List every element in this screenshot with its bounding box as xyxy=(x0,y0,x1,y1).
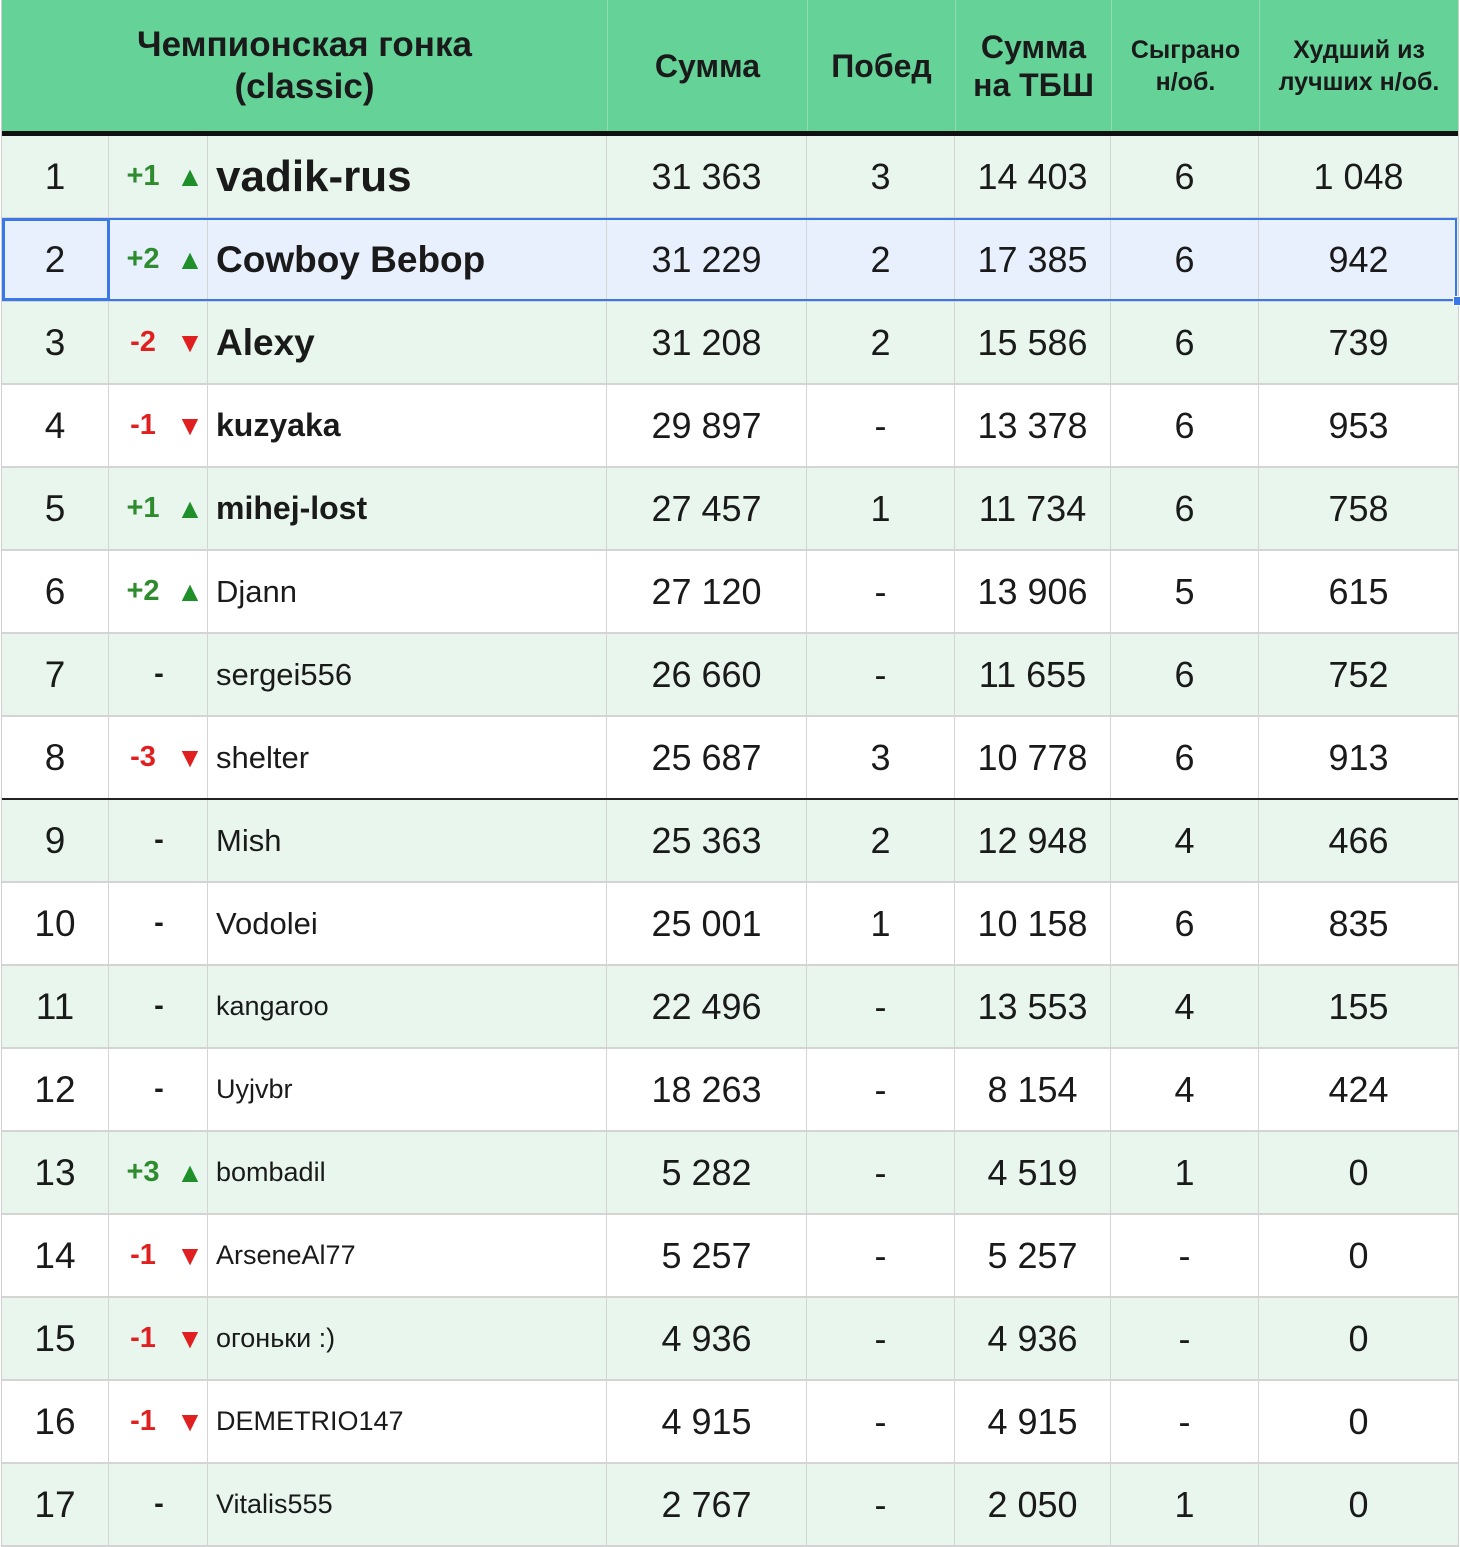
played-cell[interactable]: 1 xyxy=(1111,1132,1259,1213)
header-sum-tbsh-line1: Сумма xyxy=(980,28,1087,65)
change-cell[interactable] xyxy=(109,468,208,549)
header-title-line2: (classic) xyxy=(234,66,375,106)
change-value: - xyxy=(154,990,164,1022)
played-cell[interactable]: 6 xyxy=(1111,385,1259,466)
rank-cell[interactable]: 6 xyxy=(2,551,109,632)
header-wins[interactable] xyxy=(808,0,956,131)
change-value: +1 xyxy=(126,492,160,524)
change-cell[interactable] xyxy=(109,800,208,881)
change-cell[interactable] xyxy=(109,634,208,715)
header-played-line1: Сыграно xyxy=(1130,35,1241,64)
rank-cell[interactable]: 10 xyxy=(2,883,109,964)
wins-cell[interactable]: 3 xyxy=(807,136,955,217)
wins-cell[interactable]: - xyxy=(807,1381,955,1462)
change-value: +2 xyxy=(126,243,160,275)
sum-cell[interactable]: 18 263 xyxy=(607,1049,807,1130)
rank-cell[interactable]: 14 xyxy=(2,1215,109,1296)
arrow-down-icon: ▼ xyxy=(176,1239,204,1271)
change-cell[interactable] xyxy=(109,385,208,466)
table-row[interactable] xyxy=(2,966,1458,1049)
table-row[interactable] xyxy=(2,1049,1458,1132)
sum-cell[interactable]: 5 257 xyxy=(607,1215,807,1296)
wins-cell[interactable]: - xyxy=(807,551,955,632)
player-name[interactable]: kangaroo xyxy=(208,966,607,1047)
sum-cell[interactable]: 25 687 xyxy=(607,717,807,798)
worst-cell[interactable]: 0 xyxy=(1348,1483,1369,1525)
table-row[interactable] xyxy=(2,219,1458,302)
change-value: +3 xyxy=(126,1156,160,1188)
player-name[interactable]: mihej-lost xyxy=(208,468,607,549)
sum-cell[interactable]: 26 660 xyxy=(607,634,807,715)
sum-cell[interactable]: 25 001 xyxy=(607,883,807,964)
change-value: -1 xyxy=(130,1405,156,1437)
table-row[interactable] xyxy=(2,1381,1458,1464)
header-sum-tbsh[interactable] xyxy=(956,0,1112,131)
wins-cell[interactable]: 2 xyxy=(807,302,955,383)
played-cell[interactable]: 6 xyxy=(1111,634,1259,715)
wins-cell[interactable]: - xyxy=(807,634,955,715)
sum-cell[interactable]: 25 363 xyxy=(607,800,807,881)
wins-cell[interactable]: - xyxy=(807,1049,955,1130)
change-value: - xyxy=(154,824,164,856)
change-cell[interactable] xyxy=(109,551,208,632)
header-sum-label: Сумма xyxy=(654,47,761,84)
sum-tbsh-cell[interactable]: 4 936 xyxy=(955,1298,1111,1379)
rank-cell[interactable]: 13 xyxy=(2,1132,109,1213)
worst-cell[interactable]: 758 xyxy=(1328,487,1389,529)
player-name[interactable]: Mish xyxy=(208,800,607,881)
wins-cell[interactable]: 3 xyxy=(807,717,955,798)
change-cell[interactable] xyxy=(109,136,208,217)
played-cell[interactable]: - xyxy=(1111,1381,1259,1462)
rank-cell[interactable]: 2 xyxy=(2,219,109,300)
sum-cell[interactable]: 5 282 xyxy=(607,1132,807,1213)
change-value: - xyxy=(154,907,164,939)
change-cell[interactable] xyxy=(109,1298,208,1379)
table-row[interactable] xyxy=(2,1132,1458,1215)
change-value: -1 xyxy=(130,1322,156,1354)
change-value: +2 xyxy=(126,575,160,607)
arrow-up-icon: ▲ xyxy=(176,160,204,192)
rank-cell[interactable]: 7 xyxy=(2,634,109,715)
sum-cell[interactable]: 4 915 xyxy=(607,1381,807,1462)
player-name[interactable]: Alexy xyxy=(208,302,607,383)
header-title[interactable] xyxy=(2,0,608,131)
change-cell[interactable] xyxy=(109,1132,208,1213)
worst-cell[interactable]: 155 xyxy=(1328,985,1389,1027)
arrow-down-icon: ▼ xyxy=(176,409,204,441)
table-row[interactable] xyxy=(2,634,1458,717)
worst-cell[interactable]: 942 xyxy=(1328,238,1389,280)
change-value: - xyxy=(154,658,164,690)
player-name[interactable]: Vitalis555 xyxy=(208,1464,607,1545)
sum-cell[interactable]: 31 363 xyxy=(607,136,807,217)
played-cell[interactable]: 6 xyxy=(1111,468,1259,549)
change-value: -2 xyxy=(130,326,156,358)
played-cell[interactable]: 1 xyxy=(1111,1464,1259,1545)
worst-cell[interactable]: 913 xyxy=(1328,736,1389,778)
rank-cell[interactable]: 4 xyxy=(2,385,109,466)
sum-tbsh-cell[interactable]: 13 378 xyxy=(955,385,1111,466)
rank-cell[interactable]: 5 xyxy=(2,468,109,549)
player-name[interactable]: DEMETRIO147 xyxy=(208,1381,607,1462)
rank-cell[interactable]: 8 xyxy=(2,717,109,798)
change-value: -3 xyxy=(130,741,156,773)
change-cell[interactable] xyxy=(109,1381,208,1462)
wins-cell[interactable]: 1 xyxy=(807,468,955,549)
worst-cell[interactable]: 953 xyxy=(1328,404,1389,446)
header-title-line1: Чемпионская гонка xyxy=(137,24,472,64)
player-name[interactable]: kuzyaka xyxy=(208,385,607,466)
wins-cell[interactable]: - xyxy=(807,385,955,466)
played-cell[interactable]: - xyxy=(1111,1215,1259,1296)
change-cell[interactable] xyxy=(109,717,208,798)
worst-cell[interactable]: 0 xyxy=(1348,1151,1369,1193)
player-name[interactable]: Uyjvbr xyxy=(208,1049,607,1130)
arrow-up-icon: ▲ xyxy=(176,575,204,607)
worst-cell[interactable]: 835 xyxy=(1328,902,1389,944)
header-played-line2: н/об. xyxy=(1155,67,1216,96)
sum-cell[interactable]: 27 120 xyxy=(607,551,807,632)
sum-cell[interactable]: 4 936 xyxy=(607,1298,807,1379)
sum-tbsh-cell[interactable]: 8 154 xyxy=(955,1049,1111,1130)
table-row[interactable] xyxy=(2,302,1458,385)
sum-tbsh-cell[interactable]: 12 948 xyxy=(955,800,1111,881)
table-row[interactable] xyxy=(2,468,1458,551)
player-name[interactable]: Vodolei xyxy=(208,883,607,964)
wins-cell[interactable]: 2 xyxy=(807,219,955,300)
change-cell[interactable] xyxy=(109,302,208,383)
table-row[interactable] xyxy=(2,883,1458,966)
header-wins-label: Побед xyxy=(831,47,932,84)
worst-cell[interactable]: 424 xyxy=(1328,1068,1389,1110)
player-name[interactable]: bombadil xyxy=(208,1132,607,1213)
header-row xyxy=(2,0,1458,136)
sum-tbsh-cell[interactable]: 11 655 xyxy=(955,634,1111,715)
sum-tbsh-cell[interactable]: 11 734 xyxy=(955,468,1111,549)
rank-cell[interactable]: 12 xyxy=(2,1049,109,1130)
change-cell[interactable] xyxy=(109,219,208,300)
player-name[interactable]: ArseneAl77 xyxy=(208,1215,607,1296)
player-name[interactable]: Cowboy Bebop xyxy=(208,219,607,300)
header-worst[interactable] xyxy=(1260,0,1458,131)
table-row[interactable] xyxy=(2,1215,1458,1298)
header-played[interactable] xyxy=(1112,0,1260,131)
worst-cell[interactable]: 0 xyxy=(1348,1317,1369,1359)
worst-cell[interactable]: 615 xyxy=(1328,570,1389,612)
fill-handle[interactable] xyxy=(1453,296,1460,306)
sum-cell[interactable]: 31 229 xyxy=(607,219,807,300)
sum-tbsh-cell[interactable]: 13 553 xyxy=(955,966,1111,1047)
wins-cell[interactable]: 1 xyxy=(807,883,955,964)
worst-cell[interactable]: 466 xyxy=(1328,819,1389,861)
player-name[interactable]: shelter xyxy=(208,717,607,798)
played-cell[interactable]: 6 xyxy=(1111,136,1259,217)
sum-cell[interactable]: 27 457 xyxy=(607,468,807,549)
rank-cell[interactable]: 16 xyxy=(2,1381,109,1462)
sum-tbsh-cell[interactable]: 10 158 xyxy=(955,883,1111,964)
sum-cell[interactable]: 31 208 xyxy=(607,302,807,383)
change-cell[interactable] xyxy=(109,966,208,1047)
wins-cell[interactable]: - xyxy=(807,1298,955,1379)
rank-cell[interactable]: 15 xyxy=(2,1298,109,1379)
player-name[interactable]: огоньки :) xyxy=(208,1298,607,1379)
worst-cell[interactable]: 752 xyxy=(1328,653,1389,695)
sum-tbsh-cell[interactable]: 4 915 xyxy=(955,1381,1111,1462)
change-cell[interactable] xyxy=(109,883,208,964)
change-value: - xyxy=(154,1488,164,1520)
wins-cell[interactable]: 2 xyxy=(807,800,955,881)
rank-cell[interactable]: 11 xyxy=(2,966,109,1047)
arrow-down-icon: ▼ xyxy=(176,1405,204,1437)
played-cell[interactable]: 4 xyxy=(1111,966,1259,1047)
played-cell[interactable]: 6 xyxy=(1111,219,1259,300)
rank-cell[interactable]: 9 xyxy=(2,800,109,881)
sum-cell[interactable]: 22 496 xyxy=(607,966,807,1047)
table-row[interactable] xyxy=(2,385,1458,468)
change-value: +1 xyxy=(126,160,160,192)
arrow-up-icon: ▲ xyxy=(176,1156,204,1188)
player-name[interactable]: vadik-rus xyxy=(208,136,607,217)
table-row[interactable] xyxy=(2,717,1458,800)
change-cell[interactable] xyxy=(109,1215,208,1296)
table-row[interactable] xyxy=(2,551,1458,634)
played-cell[interactable]: 6 xyxy=(1111,883,1259,964)
played-cell[interactable]: 4 xyxy=(1111,1049,1259,1130)
played-cell[interactable]: 6 xyxy=(1111,717,1259,798)
sum-tbsh-cell[interactable]: 4 519 xyxy=(955,1132,1111,1213)
table-row[interactable] xyxy=(2,800,1458,883)
sum-cell[interactable]: 2 767 xyxy=(607,1464,807,1545)
sum-tbsh-cell[interactable]: 13 906 xyxy=(955,551,1111,632)
wins-cell[interactable]: - xyxy=(807,1464,955,1545)
sum-tbsh-cell[interactable]: 2 050 xyxy=(955,1464,1111,1545)
player-name[interactable]: Djann xyxy=(208,551,607,632)
worst-cell[interactable]: 739 xyxy=(1328,321,1389,363)
sum-cell[interactable]: 29 897 xyxy=(607,385,807,466)
played-cell[interactable]: - xyxy=(1111,1298,1259,1379)
arrow-down-icon: ▼ xyxy=(176,326,204,358)
played-cell[interactable]: 4 xyxy=(1111,800,1259,881)
worst-cell[interactable]: 1 048 xyxy=(1313,155,1404,197)
rank-cell[interactable]: 17 xyxy=(2,1464,109,1545)
change-value: -1 xyxy=(130,409,156,441)
table-body xyxy=(2,136,1458,1547)
sum-tbsh-cell[interactable]: 14 403 xyxy=(955,136,1111,217)
player-name[interactable]: sergei556 xyxy=(208,634,607,715)
header-sum[interactable] xyxy=(608,0,808,131)
rank-cell[interactable]: 1 xyxy=(2,136,109,217)
wins-cell[interactable]: - xyxy=(807,966,955,1047)
wins-cell[interactable]: - xyxy=(807,1215,955,1296)
standings-table xyxy=(1,0,1459,1547)
worst-cell[interactable]: 0 xyxy=(1348,1400,1369,1442)
played-cell[interactable]: 5 xyxy=(1111,551,1259,632)
table-row[interactable] xyxy=(2,136,1458,219)
header-worst-line2: лучших н/об. xyxy=(1278,67,1440,96)
arrow-down-icon: ▼ xyxy=(176,1322,204,1354)
worst-cell[interactable]: 0 xyxy=(1348,1234,1369,1276)
played-cell[interactable]: 6 xyxy=(1111,302,1259,383)
change-value: - xyxy=(154,1073,164,1105)
table-row[interactable] xyxy=(2,1298,1458,1381)
arrow-up-icon: ▲ xyxy=(176,243,204,275)
change-cell[interactable] xyxy=(109,1464,208,1545)
sum-tbsh-cell[interactable]: 10 778 xyxy=(955,717,1111,798)
header-sum-tbsh-line2: на ТБШ xyxy=(973,66,1094,103)
sum-tbsh-cell[interactable]: 15 586 xyxy=(955,302,1111,383)
arrow-up-icon: ▲ xyxy=(176,492,204,524)
sum-tbsh-cell[interactable]: 17 385 xyxy=(955,219,1111,300)
arrow-down-icon: ▼ xyxy=(176,741,204,773)
rank-cell[interactable]: 3 xyxy=(2,302,109,383)
change-cell[interactable] xyxy=(109,1049,208,1130)
wins-cell[interactable]: - xyxy=(807,1132,955,1213)
change-value: -1 xyxy=(130,1239,156,1271)
sum-tbsh-cell[interactable]: 5 257 xyxy=(955,1215,1111,1296)
header-worst-line1: Худший из xyxy=(1293,35,1425,64)
